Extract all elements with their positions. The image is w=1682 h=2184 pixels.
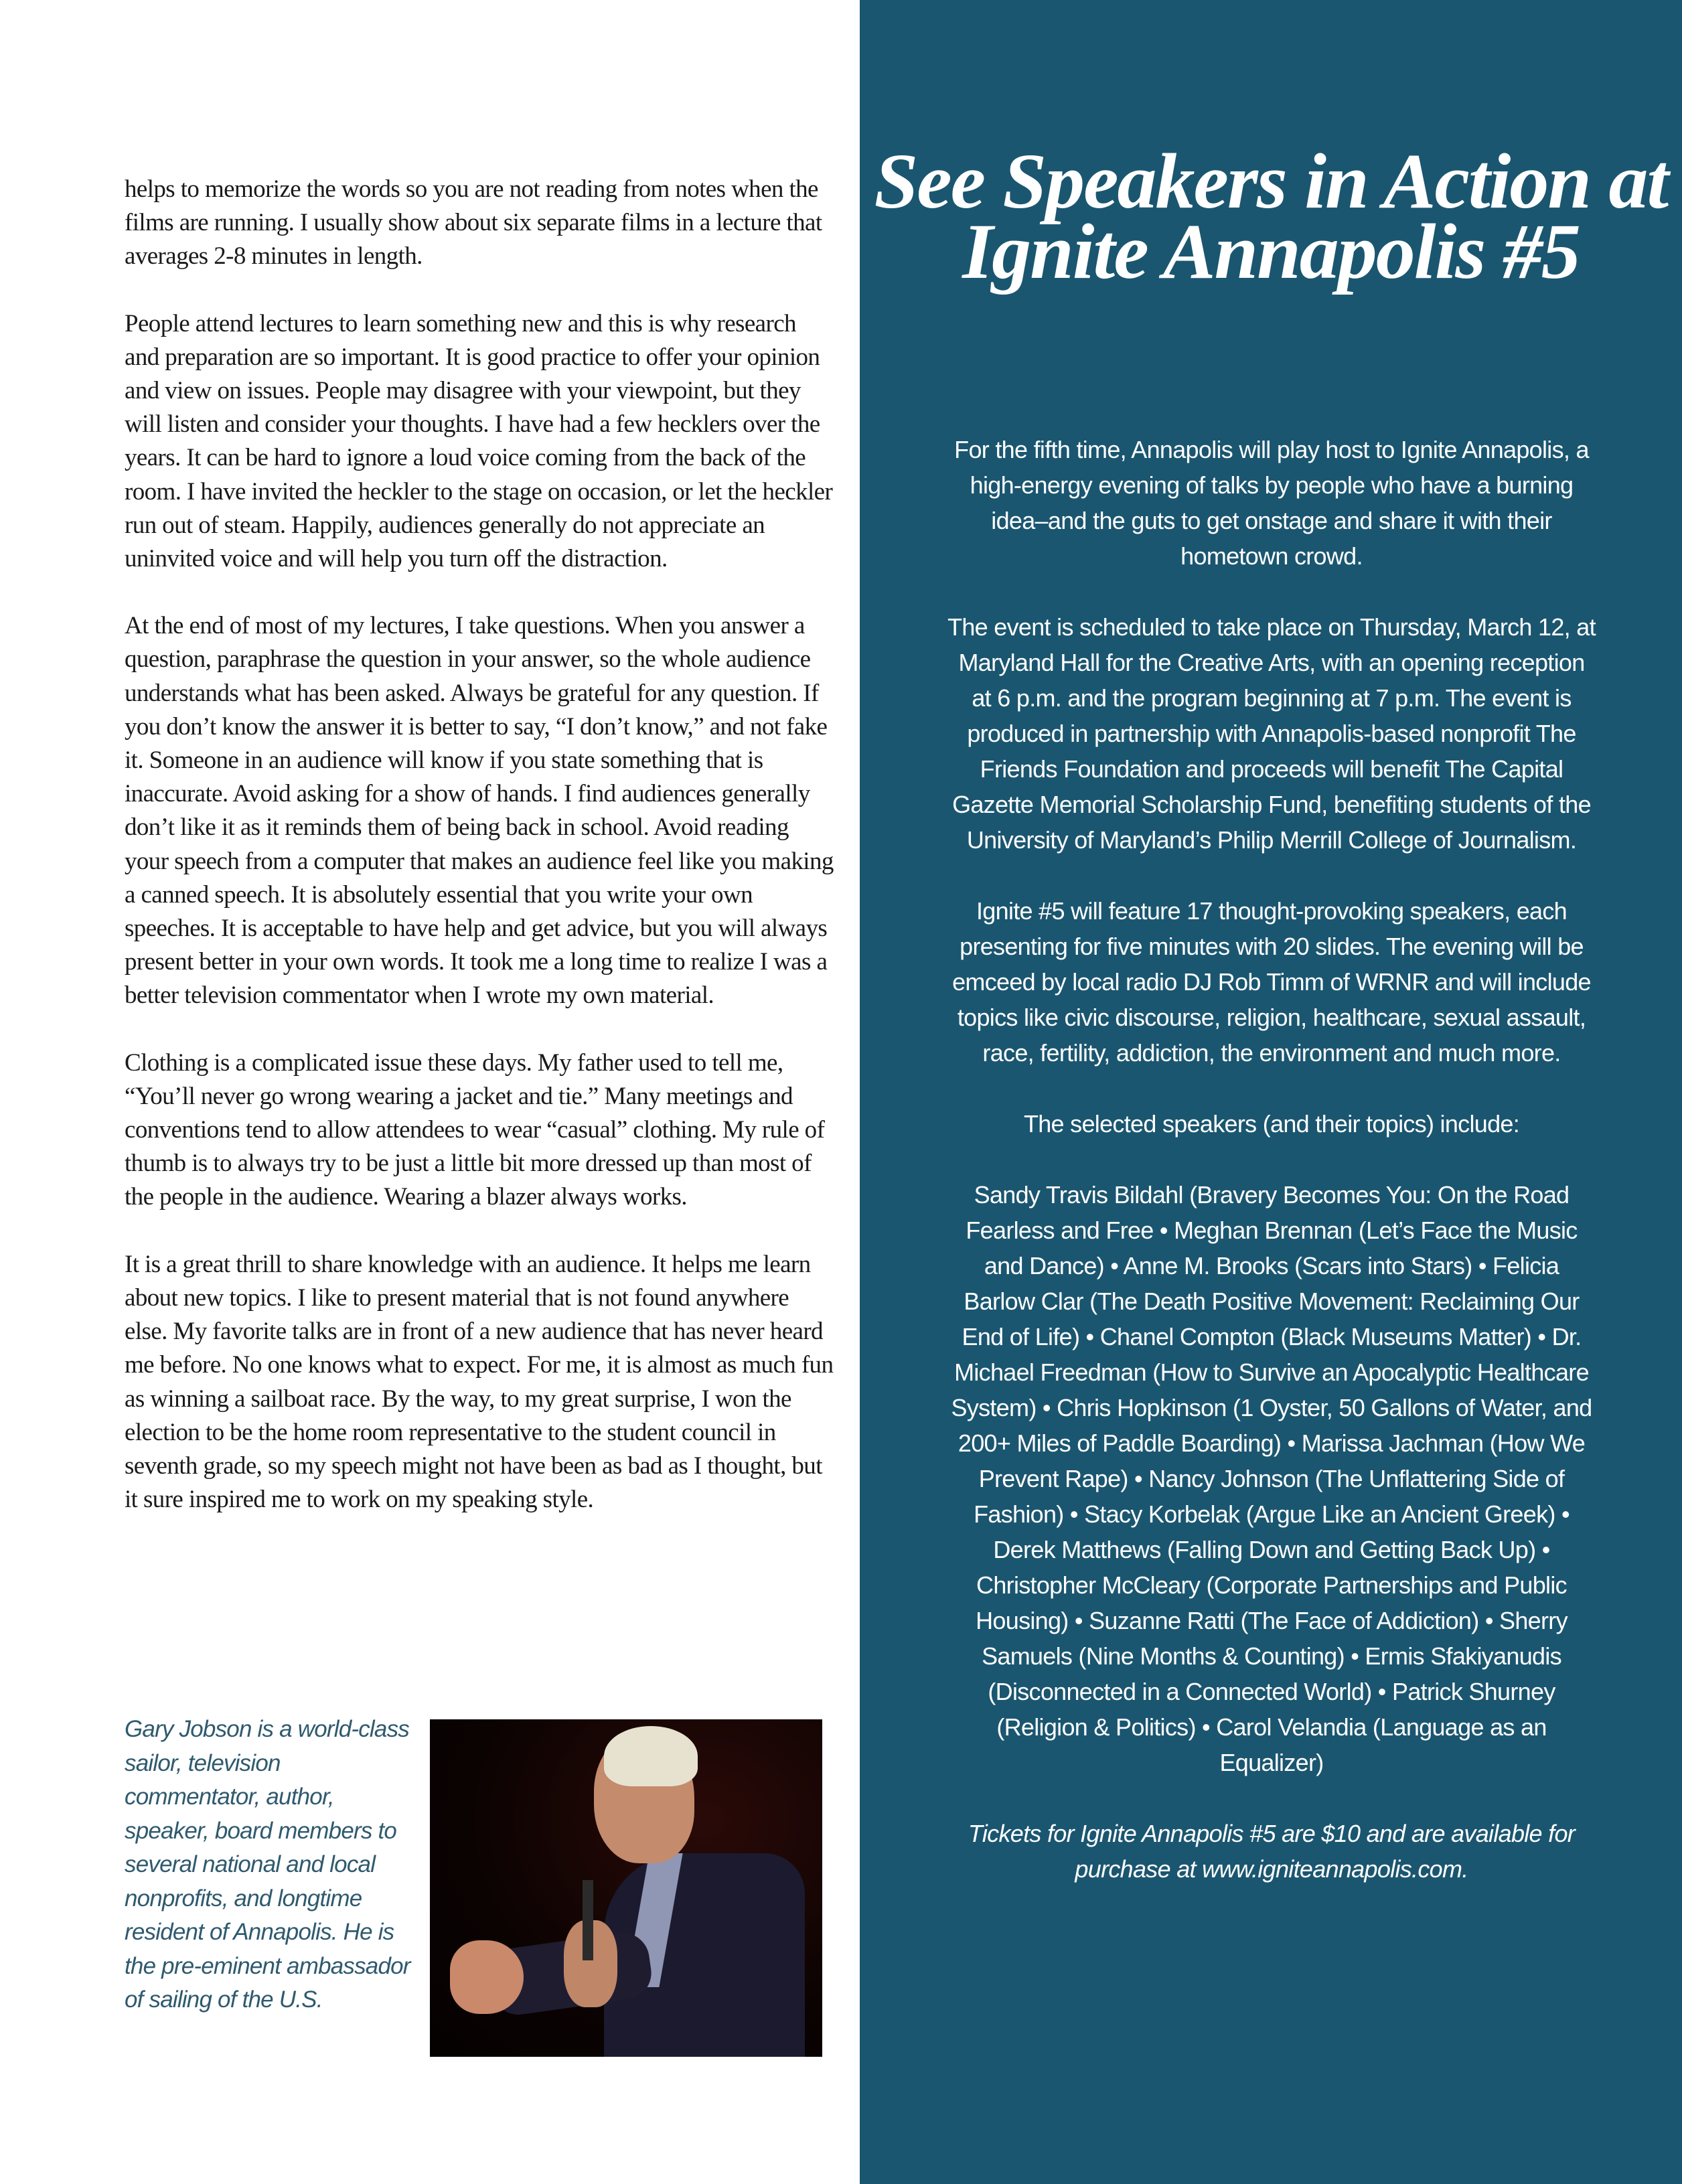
author-photo [430, 1719, 822, 2057]
article-paragraph: At the end of most of my lectures, I take questions. When you answer a question, paraphrase the question in your answer, so the whole audience understands what has been asked. Always be grateful for any question. If you don’t know the answer it is better to say, “I don’t know,” and not fake it. Someone in an audience will know if you state something that is inaccurate. Avoid asking for a show of hands. I find audiences generally don’t like it as it reminds them of being back in school. Avoid reading your speech from a computer that makes an audience feel like you making a canned speech. It is absolutely essential that you write your own speeches. It is acceptable to have help and get advice, but you will always present better in your own words. It took me a long time to realize I was a better television commentator when I wrote my own material. [125, 612, 834, 1010]
sidebar-title: See Speakers in Action at Ignite Annapolis #5 [874, 137, 1668, 295]
photo-figure-hair [604, 1726, 698, 1786]
author-bio [125, 1713, 412, 2017]
sidebar-paragraph: The event is scheduled to take place on Thursday, March 12, at Maryland Hall for the Creative Arts, with an opening reception at 6 p.m. and the program beginning at 7 p.m. The event is produced in partnership with Annapolis-based nonprofit The Friends Foundation and proceeds will benefit The Capital Gazette Memorial Scholarship Fund, benefiting students of the University of Maryland’s Philip Merrill College of Journalism. [947, 613, 1596, 854]
article-paragraph: Clothing is a complicated issue these days. My father used to tell me, “You’ll never go wrong wearing a jacket and tie.” Many meetings and conventions tend to allow attendees to wear “casual” clothing. My rule of thumb is to always try to be just a little bit more dressed up than most of the people in the audience. Wearing a blazer always works. [125, 1048, 825, 1211]
sidebar-paragraph: Ignite #5 will feature 17 thought-provoking speakers, each presenting for five minutes with 20 slides. The evening will be emceed by local radio DJ Rob Timm of WRNR and will include topics like civic discourse, religion, healthcare, sexual assault, race, fertility, addiction, the environment and much more. [952, 897, 1591, 1067]
sidebar-paragraph: The selected speakers (and their topics) include: [1023, 1110, 1520, 1138]
speaker-list: Sandy Travis Bildahl (Bravery Becomes You: On the Road Fearless and Free • Meghan Brennan (Let’s Face the Music and Dance) • Anne M. Brooks (Scars into Stars) • Felicia Barlow Clar (The Death Positive Movement: Reclaiming Our End of Life) • Chanel Compton (Black Museums Matter) • Dr. Michael Freedman (How to Survive an Apocalyptic Healthcare System) • Chris Hopkinson (1 Oyster, 50 Gallons of Water, and 200+ Miles of Paddle Boarding) • Marissa Jachman (How We Prevent Rape) • Nancy Johnson (The Unflattering Side of Fashion) • Stacy Korbelak (Argue Like an Ancient Greek) • Derek Matthews (Falling Down and Getting Back Up) • Christopher McCleary (Corporate Partnerships and Public Housing) • Suzanne Ratti (The Face of Addiction) • Sherry Samuels (Nine Months & Counting) • Ermis Sfakiyanudis (Disconnected in a Connected World) • Patrick Shurney (Religion & Politics) • Carol Velandia (Language as an Equalizer) [951, 1181, 1592, 1776]
sidebar-body [947, 432, 1596, 1922]
microphone-icon [583, 1880, 593, 1960]
article-paragraph: It is a great thrill to share knowledge with an audience. It helps me learn about new topics. I like to present material that is not found anywhere else. My favorite talks are in front of a new audience that has never heard me before. No one knows what to expect. For me, it is almost as much fun as winning a sailboat race. By the way, to my great surprise, I won the election to be the home room representative to the student council in seventh grade, so my speech might not have been as bad as I thought, but it sure inspired me to work on my speaking style. [125, 1250, 834, 1514]
article-column [125, 173, 834, 1550]
article-paragraph: People attend lectures to learn something new and this is why research and preparation are so important. It is good practice to offer your opinion and view on issues. People may disagree with your viewpoint, but they will listen and consider your thoughts. I have had a few hecklers over the years. It can be hard to ignore a loud voice coming from the back of the room. I have invited the heckler to the stage on occasion, or let the heckler run out of steam. Happily, audiences generally do not appreciate an uninvited voice and will help you turn off the distraction. [125, 309, 833, 573]
photo-figure-thumb [450, 1940, 524, 2014]
article-paragraph: helps to memorize the words so you are not reading from notes when the films are running. I usually show about six separate films in a lecture that averages 2-8 minutes in length. [125, 175, 822, 270]
tickets-info: Tickets for Ignite Annapolis #5 are $10 and are available for purchase at www.igniteannapolis.com. [968, 1820, 1576, 1883]
sidebar-panel [860, 0, 1682, 2184]
sidebar-paragraph: For the fifth time, Annapolis will play host to Ignite Annapolis, a high-energy evening of talks by people who have a burning idea–and the guts to get onstage and share it with their hometown crowd. [954, 436, 1589, 570]
author-bio-text: Gary Jobson is a world-class sailor, television commentator, author, speaker, board members to several national and local nonprofits, and longtime resident of Annapolis. He is the pre-eminent ambassador of sailing of the U.S. [125, 1716, 410, 2013]
